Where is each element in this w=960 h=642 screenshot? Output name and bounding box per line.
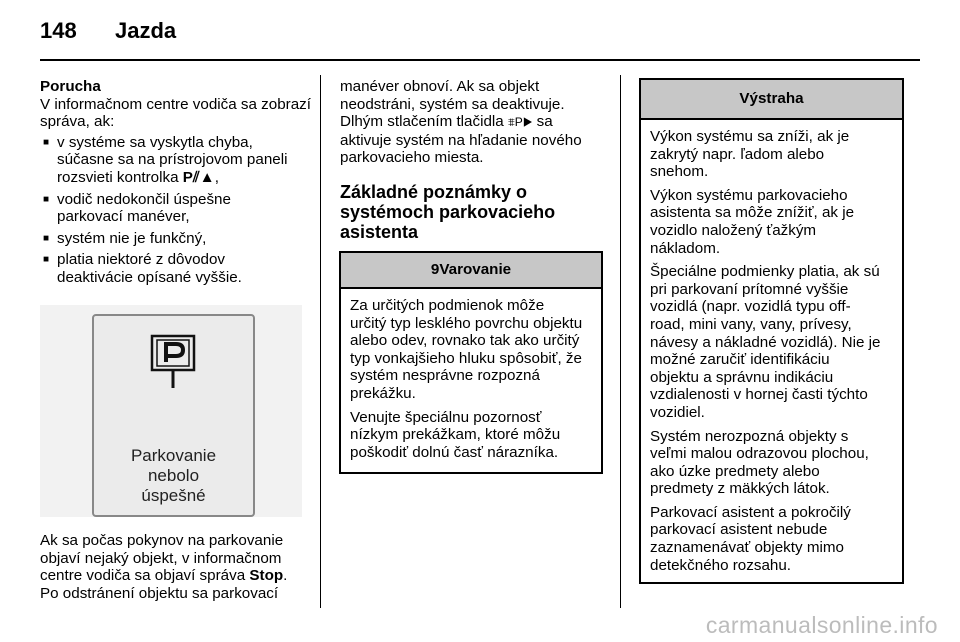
section-heading-basics: Základné poznámky o systémoch parkovacieho asistenta: [340, 181, 556, 242]
section-heading-porucha: Porucha: [40, 78, 101, 95]
intro-text: V informačnom centre vodiča sa zobrazí správa, ak:: [40, 95, 311, 131]
display-message-line: nebolo: [147, 466, 200, 485]
warning-box-body: Za určitých podmienok môže určitý typ lesklého povrchu objektu alebo odev, rovnako tak ako určitý typ vonkajšieho hluku spôsobiť, že systém nesprávne rozpozná prekážku. Venujte špeciálnu pozornosť nízkym prekážkam, ktoré môžu poškodiť dolnú časť nárazníka.: [350, 297, 583, 461]
middle-column: manéver obnoví. Ak sa objekt neodstráni, systém sa deaktivuje. Dlhým stlačením tlačidla ⩨P▶ sa aktivuje systém na hľadanie nového parkovacieho miesta. Základné poznámky o systémoch parkovacieho asistenta: [340, 78, 602, 242]
page-number: 148: [40, 18, 77, 43]
fault-list: [40, 134, 312, 287]
warning-triangle-icon: 9: [430, 261, 440, 278]
caution-box-header: Výstraha: [641, 80, 902, 120]
parking-sign-icon: [150, 334, 196, 390]
list-item: ■ platia niektoré z dôvodov deaktivácie opísané vyššie.: [40, 251, 312, 286]
chapter-title: Jazda: [115, 18, 177, 43]
parking-warning-icon: P⫽▲: [182, 168, 215, 186]
warning-box-header: 9Varovanie: [341, 253, 601, 289]
stop-message: Stop: [249, 567, 284, 585]
page-header: [40, 18, 920, 48]
left-column-bottom: Ak sa počas pokynov na parkovanie objaví nejaký objekt, v informačnom centre vodiča sa objaví správa Stop. Po odstránení objektu sa parkovací: [40, 532, 288, 602]
watermark: carmanualsonline.info: [705, 612, 938, 638]
list-item: ■ systém nie je funkčný,: [40, 230, 312, 248]
caution-box-body: Výkon systému sa zníži, ak je zakrytý napr. ľadom alebo snehom. Výkon systému parkovacieho asistenta sa môže znížiť, ak je vozidlo naložený ťažkým nákladom. Špeciálne podmienky platia, ak sú pri parkovaní prítomné vyššie vozidlá (napr. vozidlá typu off- road, mini vany, vany, prívesy, návesy a nákladné vozidlá). Nie je možné zaručiť identifikáciu objektu a správnu indikáciu vzdialenosti v hornej časti týchto vozidiel. Systém nerozpozná objekty s veľmi malou odrazovou plochou, ako úzke predmety alebo predmety z mäkkých látok. Parkovací asistent a pokročilý parkovací asistent nebude zaznamenávať objekty mimo detekčného rozsahu.: [650, 128, 881, 574]
display-message-line: Parkovanie: [130, 446, 217, 465]
list-item: ■ vodič nedokončil úspešne parkovací manéver,: [40, 191, 312, 226]
warning-box: [339, 251, 603, 474]
list-item: ■ v systéme sa vyskytla chyba, súčasne sa na prístrojovom paneli rozsvieti kontrolka P⫽▲,: [40, 134, 312, 187]
column-divider-left: [320, 75, 321, 608]
header-rule: [40, 59, 920, 61]
caution-box: [639, 78, 904, 584]
display-figure: [40, 305, 302, 517]
display-message-line: úspešné: [141, 486, 206, 505]
left-column: [40, 78, 312, 291]
column-divider-right: [620, 75, 621, 608]
parking-button-icon: ⩨P▶: [507, 115, 533, 130]
display-screen: [92, 314, 255, 517]
